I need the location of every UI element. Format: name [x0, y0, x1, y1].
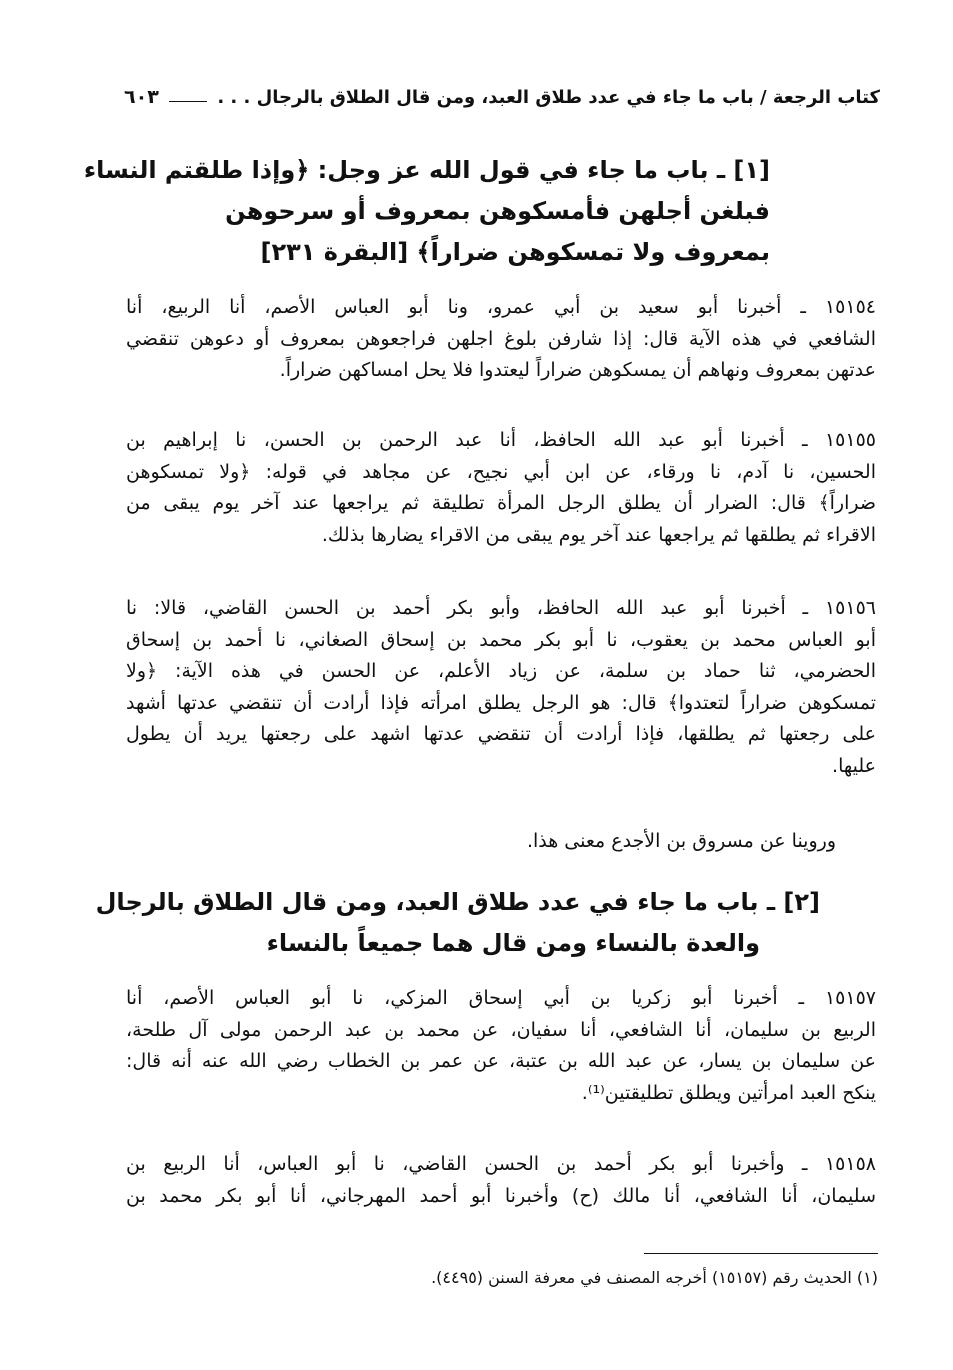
text-line: الشافعي في هذه الآية قال: إذا شارفن بلوغ اجلهن فراجعوهن بمعروف أو دعوهن تنقضي [126, 327, 876, 350]
text-line: عدتهن بمعروف ونهاهم أن يمسكوهن ضراراً ليعتدوا فلا يحل امساكهن ضراراً. [279, 359, 876, 381]
masruq-note [126, 826, 876, 858]
hadith-15156 [126, 593, 876, 782]
text-line: ١٥١٥٦ ـ أخبرنا أبو عبد الله الحافظ، وأبو بكر أحمد بن الحسن القاضي، قالا: نا [126, 597, 876, 619]
text-line: ينكح العبد امرأتين ويطلق تطليقتين⁽¹⁾. [581, 1081, 876, 1104]
footnote: (١) الحديث رقم (١٥١٥٧) أخرجه المصنف في معرفة السنن (٤٤٩٥). [431, 1268, 878, 1287]
text-line: عليها. [832, 754, 876, 777]
heading-line: بمعروف ولا تمسكوهن ضراراً﴾ [البقرة ٢٣١] [260, 238, 770, 266]
text-line: الحسين، نا آدم، نا ورقاء، عن ابن أبي نجيح، عن مجاهد في قوله: ﴿ولا تمسكوهن [126, 460, 876, 483]
text-line: الربيع بن سليمان، أنا الشافعي، أنا سفيان، عن محمد بن عبد الرحمن مولى آل طلحة، [126, 1018, 876, 1041]
footnote-divider [644, 1253, 878, 1254]
hadith-15154 [126, 292, 876, 387]
page-number: ٦٠٣ [124, 86, 159, 108]
header-rule [169, 101, 208, 102]
text-line: ١٥١٥٥ ـ أخبرنا أبو عبد الله الحافظ، أنا عبد الرحمن بن الحسن، نا إبراهيم بن [126, 429, 876, 451]
chapter-heading-2 [95, 882, 820, 964]
text-line: ١٥١٥٧ ـ أخبرنا أبو زكريا بن أبي إسحاق المزكي، نا أبو العباس الأصم، أنا [126, 987, 876, 1009]
hadith-15155 [126, 425, 876, 551]
text-line: سليمان، أنا الشافعي، أنا مالك (ح) وأخبرنا أبو أحمد المهرجاني، أنا أبو بكر محمد بن [126, 1184, 876, 1207]
text-line: الاقراء ثم يطلقها ثم يراجعها عند آخر يوم يبقى من الاقراء يضارها بذلك. [321, 523, 876, 546]
text-line: على رجعتها ثم يطلقها، فإذا أرادت أن تنقضي عدتها اشهد على رجعتها يريد أن يطول [126, 723, 876, 745]
text-line: ١٥١٥٨ ـ وأخبرنا أبو بكر أحمد بن الحسن القاضي، نا أبو العباس، أنا الربيع بن [126, 1153, 876, 1175]
hadith-15158 [126, 1149, 876, 1212]
text-line: ١٥١٥٤ ـ أخبرنا أبو سعيد بن أبي عمرو، ونا أبو العباس الأصم، أنا الربيع، أنا [126, 296, 876, 318]
text-line: أبو العباس محمد بن يعقوب، نا أبو بكر محمد بن إسحاق الصغاني، نا أحمد بن إسحاق [126, 628, 876, 651]
text-line: تمسكوهن ضراراً لتعتدوا﴾ قال: هو الرجل يطلق امرأته فإذا أرادت أن تنقضي عدتها أشهد [126, 691, 876, 714]
heading-line: فبلغن أجلهن فأمسكوهن بمعروف أو سرحوهن [225, 197, 770, 225]
text-line: الحضرمي، ثنا حماد بن سلمة، عن زياد الأعلم، عن الحسن في هذه الآية: ﴿ولا [126, 660, 876, 682]
running-header [124, 86, 880, 108]
heading-line: [١] ـ باب ما جاء في قول الله عز وجل: ﴿وإذا طلقتم النساء [83, 156, 770, 184]
text-line: عن سليمان بن يسار، عن عبد الله بن عتبة، عن عمر بن الخطاب رضي الله عنه أنه قال: [126, 1050, 876, 1072]
chapter-heading-1 [83, 150, 770, 273]
heading-line: والعدة بالنساء ومن قال هما جميعاً بالنساء [266, 929, 760, 957]
text-line: وروينا عن مسروق بن الأجدع معنى هذا. [526, 830, 836, 852]
text-line: ضراراً﴾ قال: الضرار أن يطلق الرجل المرأة تطليقة ثم يراجعها عند آخر يوم يبقى من [126, 492, 876, 514]
heading-line: [٢] ـ باب ما جاء في عدد طلاق العبد، ومن قال الطلاق بالرجال [95, 888, 820, 916]
running-header-title: كتاب الرجعة / باب ما جاء في عدد طلاق العبد، ومن قال الطلاق بالرجال . . . [217, 86, 880, 108]
hadith-15157 [126, 983, 876, 1109]
